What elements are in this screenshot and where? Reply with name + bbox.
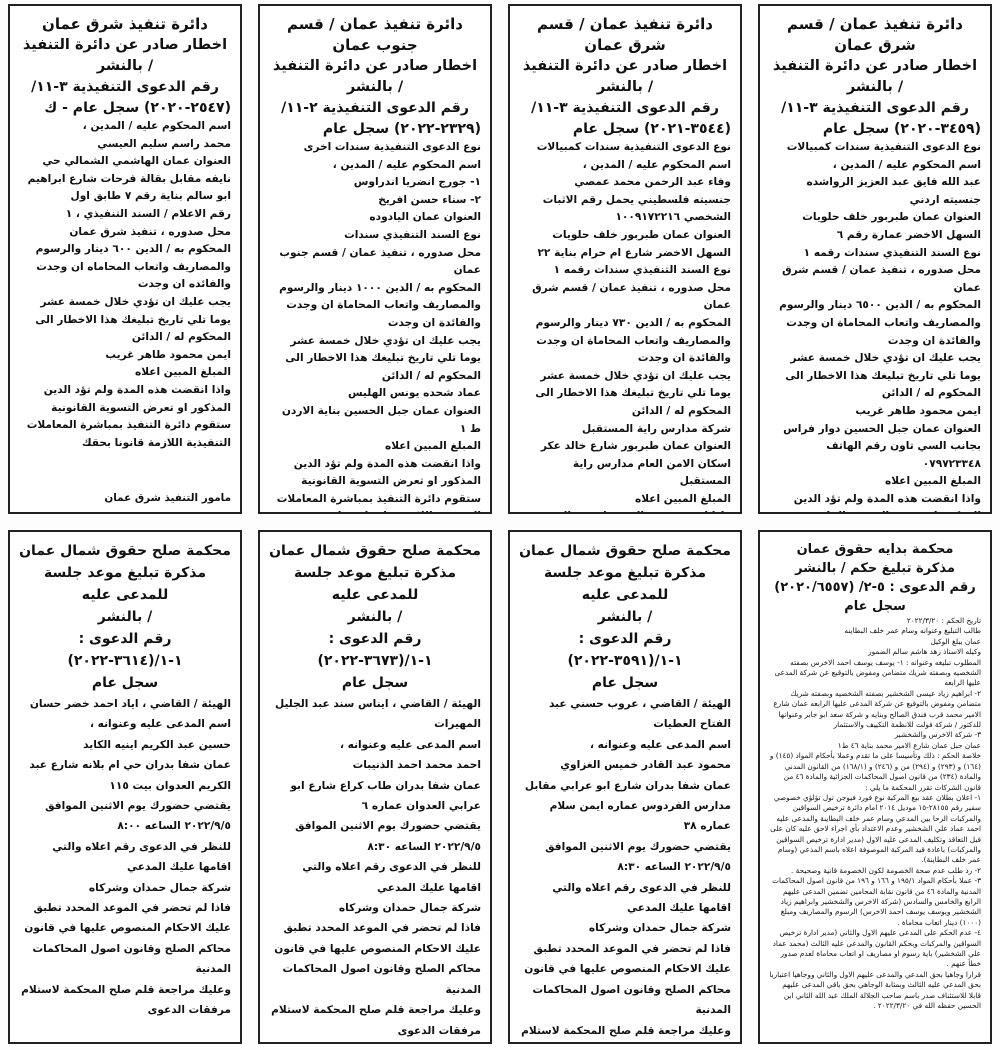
notice-body — [769, 616, 981, 1011]
case-number: رقم الدعوى : ٥-٢/ (٢٠٢٠/٦٥٥٧) سجل عام — [774, 580, 976, 614]
case-number: رقم الدعوى التنفيذية ٢-١١/ — [281, 100, 469, 116]
notice-line: وعليك مراجعة قلم صلح المحكمة لاستلام مرفقات الدعوى — [271, 1004, 481, 1037]
notice-line: ٢- رد طلب عدم صحة الخصومة لكون الخصومة قانية وصحيحة . — [791, 865, 981, 875]
publish-label: / بالنشر — [597, 609, 653, 625]
notice-body — [769, 139, 981, 514]
notice-line: وفاء عبد الرحمن محمد عمصي — [574, 176, 731, 189]
execution-notice — [508, 4, 742, 514]
notice-line: العنوان عمان جبل الحسين دوار فراس بجانب السي تاون رقم الهاتف ٠٧٩٧٢٣٣٤٨ — [783, 422, 981, 470]
case-year: (٣٤٥٩-٢٠٢٠) سجل عام — [822, 121, 981, 137]
notice-line: نوع الدعوى التنفيذية سندات كمبيالات — [536, 141, 731, 153]
notice-line: نوع الدعوى التنفيذية سندات كمبيالات — [786, 141, 981, 153]
case-number: رقم الدعوى : ١-١/(٣٦٧٣-٢٠٢٢) — [317, 631, 433, 669]
publish-label: / بالنشر — [97, 609, 153, 625]
notice-line: محمود عبد القادر خميس الغزاوي — [560, 759, 731, 772]
notice-line: شركة مدارس راية المستقبل — [581, 422, 731, 435]
notice-line: اسم المدعى عليه وعنوانه ، — [339, 738, 481, 751]
session-notice — [508, 530, 742, 1044]
notice-line: عمان يبلغ الوكيل — [930, 636, 981, 646]
case-year: (٢٥٤٧-٢٠٢٠) سجل عام - ك — [44, 100, 231, 116]
notice-line: للنظر في الدعوى رقم اعلاه والتي اقامها عليك المدعي — [552, 881, 731, 915]
notice-line: رقم الاعلام / السند التنفيذي ، ١ — [65, 207, 231, 220]
notice-line: عماد شحده يونس الهليس — [347, 387, 481, 400]
notice-line: وعليك مراجعة قلم صلح المحكمة لاستلام مرفقات الدعوى — [21, 983, 231, 1017]
notice-line: قرارا وجاهيا بحق المدعي والمدعى عليهم الاول والثاني ووجاهيا اعتباريا بحق المدعي عليه الثالث وبمثابة الوجاهي بحق باقي المدعى عليهم قابلا للاستئناف صدر باسم صاحب الجلالة الملك عبد الله الثاني ابن الحسين حفظه الله في ٢٠٢٢/٣/٢٠ . — [769, 969, 981, 1011]
notice-line: المطلوب تبليغه وعنوانه : ١- يوسف يوسف احمد الاخرس بصفته الشخصيه وبصفته شريك متضامن ومفوض بالتوقيع عن شركة المدعى عليها الرابعه — [774, 657, 981, 688]
notice-line: ١- جورج انضريا اندراوس — [353, 176, 481, 189]
notice-line: العنوان عمان الهاشمي الشمالي حي نايفه مقابل بقالة فرحات شارع ابراهيم ابو سالم بناية رقم ٧ طابق اول — [27, 155, 231, 203]
notice-line: المحكوم به / الدين ٦٠٠ دينار والرسوم والمصاريف واتعاب المحاماه ان وجدت والفائده ان وجدت — [35, 243, 231, 291]
notice-line: المحكوم به / الدين ٦٥٠٠ دينار والرسوم والمصاريف واتعاب المحاماة ان وجدت والفائدة ان وجدت — [779, 299, 981, 347]
notice-line: العنوان عمان طبربور شارع خالد عكر اسكان الامن العام مدارس راية المستقبل — [540, 440, 731, 488]
notice-line: شركة جمال حمدان وشركاه — [588, 922, 731, 935]
execution-notice — [758, 4, 992, 514]
session-notice — [8, 530, 242, 1044]
notice-title: محكمة صلح حقوق شمال عمان — [269, 543, 481, 559]
register-label: سجل عام — [91, 675, 159, 691]
notice-title: دائرة تنفيذ عمان / قسم شرق عمان — [787, 15, 963, 54]
case-number: رقم الدعوى : ١-١/(٣٦١٤-٢٠٢٢) — [67, 631, 183, 669]
notice-line: محل صدوره ، تنفيذ شرق عمان — [69, 225, 231, 238]
notice-line: فاذا لم تحضر في الموعد المحدد تطبق عليك الاحكام المنصوص عليها في قانون محاكم الصلح وقانون اصول المحاكمات المدنية — [274, 922, 481, 996]
notice-line: عبد الله فايق عبد العزيز الرواشده — [806, 176, 981, 189]
notice-line: يجب عليك ان تؤدي خلال خمسة عشر يوما تلي تاريخ تبليغك هذا الاخطار الى المحكوم له / الدائن — [535, 369, 731, 417]
notice-line: جنسيته فلسطيني يحمل رقم الاثبات الشخصي ١٠٠٩١٧٢٢١٦ — [542, 193, 731, 224]
notice-line: يقتضي حضورك يوم الاثنين الموافق ٢٠٢٢/٩/٥ الساعه ٨:٣٠ — [545, 840, 731, 874]
notice-line: اسم المحكوم عليه / المدين ، — [582, 158, 731, 171]
notice-line: الهيئة / القاضي ، ايناس سند عبد الجليل المهيرات — [275, 698, 481, 731]
notice-line: اسم المدعى عليه وعنوانه ، — [589, 738, 731, 751]
notice-title: دائرة تنفيذ عمان / قسم جنوب عمان — [287, 15, 463, 54]
publish-label: / بالنشر — [347, 609, 403, 625]
notice-line: فاذا لم تحضر في الموعد المحدد تطبق عليك الاحكام المنصوص عليها في قانون محاكم الصلح وقانون اصول المحاكمات المدنية — [24, 902, 231, 976]
notice-subtitle: اخطار صادر عن دائرة التنفيذ / بالنشر — [772, 58, 978, 95]
notice-line: يجب عليك ان تؤدي خلال خمسة عشر يوما تلي تاريخ تبليغك هذا الاخطار الى المحكوم له / الدائن — [285, 334, 481, 382]
notice-line: واذا انقضت هذه المدة ولم تؤد الدين — [793, 492, 981, 505]
top-notices-row — [8, 4, 992, 514]
notice-subtitle: مذكرة تبليغ موعد جلسة للمدعى عليه — [293, 565, 457, 603]
notice-line: الهيئة / القاضي ، عروب حسني عبد الفتاح العطيات — [548, 698, 731, 731]
notice-subtitle: اخطار صادر عن دائرة التنفيذ / بالنشر — [22, 37, 228, 74]
notice-line: للنظر في الدعوى رقم اعلاه والتي اقامها عليك المدعي — [302, 861, 481, 894]
notice-line: عمان شفا بدران حي ام بلانه شارع عبد الكريم العدوان بيت ١١٥ — [29, 759, 231, 792]
notice-line: ايمن محمود طاهر غريب — [105, 348, 231, 361]
notice-line: احمد محمد احمد الذنيبات — [352, 759, 481, 772]
notice-subtitle: مذكرة تبليغ حكم / بالنشر — [795, 561, 955, 576]
notice-line: المبلغ المبين اعلاه — [884, 475, 981, 488]
register-label: سجل عام — [591, 675, 659, 691]
notice-body — [519, 139, 731, 514]
notice-line: اسم المدعى عليه وعنوانه ، — [89, 718, 231, 731]
bottom-notices-row — [8, 530, 992, 1044]
notice-line: المبلغ المبين اعلاه — [134, 366, 231, 379]
notice-subtitle: اخطار صادر عن دائرة التنفيذ / بالنشر — [522, 58, 728, 95]
notice-title: محكمة صلح حقوق شمال عمان — [519, 543, 731, 559]
notice-subtitle: اخطار صادر عن دائرة التنفيذ / بالنشر — [272, 58, 478, 95]
execution-notice — [8, 4, 242, 514]
notice-title: دائرة تنفيذ شرق عمان — [42, 15, 208, 33]
case-year: (٢٣٢٩-٢٠٢٢) سجل عام — [322, 121, 481, 137]
notice-line: عمان شفا بدران شارع ابو عرابي مقابل مدارس الفردوس عماره ايمن سلام عماره ٣٨ — [524, 779, 731, 833]
notice-line: اسم المحكوم عليه / المدين ، — [332, 158, 481, 171]
notice-line: يقتضي حضورك يوم الاثنين الموافق ٢٠٢٢/٩/٥ الساعه ٨:٠٠ — [45, 800, 231, 833]
notice-line: العنوان عمان جبل الحسين بناية الاردن ط ١ — [281, 404, 481, 435]
case-number: رقم الدعوى التنفيذية ٣-١١/ — [31, 79, 219, 95]
notice-line: تاريخ الحكم : ٢٠٢٢/٣/٢٠ — [906, 616, 981, 625]
notice-line: وكيله الاستاذ زهد هاشم سالم الضمور — [868, 647, 981, 657]
notice-line: محل صدوره ، تنفيذ عمان / قسم شرق عمان — [532, 281, 731, 312]
session-notice — [258, 530, 492, 1044]
notice-line: ٣- شركة الاخرس والشخشير — [894, 730, 981, 740]
notice-body — [269, 139, 481, 514]
notice-line: واذا انقضت هذه المدة ولم تؤد الدين المذكور او تعرض التسوية القانونية ستقوم دائرة التنفيذ بمباشرة المعاملات التنفيذية اللازمة قانونا بحقك — [26, 383, 231, 449]
judgment-notice — [758, 530, 992, 1044]
notice-line: محمد راسم سليم العيسي — [97, 137, 231, 150]
notice-line: وعليك مراجعة قلم صلح المحكمة لاستلام — [521, 1024, 731, 1037]
notice-body — [19, 118, 231, 452]
notice-subtitle: مذكرة تبليغ موعد جلسة للمدعى عليه — [43, 565, 207, 603]
notice-line: العنوان عمان طبربور خلف حلويات السهل الاخضر عمارة رقم ٦ — [802, 211, 981, 241]
notice-line: المحكوم به / الدين ٧٣٠ دينار والرسوم والمصاريف واتعاب المحاماة ان وجدت والفائدة ان وجدت — [535, 316, 731, 365]
notice-line: الهيئة / القاضي ، اياد احمد خضر حسان — [29, 698, 231, 710]
notice-line: نوع السند التنفيذي سندات — [344, 228, 481, 241]
notice-line: طالب التبليغ وعنوانه وسام عمر خلف البطاينه — [844, 626, 981, 636]
case-number: رقم الدعوى التنفيذية ٣-١١/ — [781, 100, 969, 116]
case-number: رقم الدعوى التنفيذية ٣-١١/ — [531, 100, 719, 116]
notice-line: خلاصة الحكم : ذلك وتأسيسا على ما تقدم وعملا بأحكام المواد (١٤٥) و (١٦٤) و (٢٩٣) و (٢٩٤) من و (٢٤٦) و (١٦٨/١) من القانون المدني والمادة (٢٣٤) من قانون اصول المحاكمات الجزائية والمادة ٤٦ من قانون الشركات تقرر المحكمة ما يلي : — [769, 751, 981, 792]
notice-line: محل صدوره ، تنفيذ عمان / قسم جنوب عمان — [279, 246, 481, 277]
notice-body — [19, 694, 231, 1021]
notice-line: ٤- عدم الحكم على المدعى عليهم الاول والثاني (مدير ادارة ترخيص السواقين والمركبات وبحكم القانون والمدعى عليه الثالث (محمد عماد علي الشخشير) باية رسوم او مصاريف او اتعاب محاماة لعدم صدور خطأ عنهم . — [772, 928, 981, 969]
notice-body — [269, 694, 481, 1041]
notice-line: محل صدوره ، تنفيذ عمان / قسم شرق عمان — [782, 264, 981, 294]
notice-line: عمان جبل عمان شارع الامير محمد بناية ٤٦ ط١ — [837, 740, 981, 750]
notice-subtitle: مذكرة تبليغ موعد جلسة للمدعى عليه — [543, 565, 707, 603]
notice-line: يجب عليك ان تؤدي خلال خمسة عشر يوما تلي تاريخ تبليغك هذا الاخطار الى المحكوم له / الدائن — [785, 352, 981, 400]
case-number: رقم الدعوى : ١-١/(٣٥٩١-٢٠٢٢) — [567, 631, 683, 669]
notice-line: حسين عبد الكريم اينيه الكايد — [83, 738, 231, 751]
execution-notice — [258, 4, 492, 514]
notice-title: محكمة بدايه حقوق عمان — [796, 542, 954, 557]
notice-title: دائرة تنفيذ عمان / قسم شرق عمان — [537, 15, 713, 54]
notice-title: محكمة صلح حقوق شمال عمان — [19, 543, 231, 559]
notice-line: نوع السند التنفيذي سندات رقمه ١ — [553, 264, 731, 277]
notice-line: اسم المحكوم عليه / المدين ، — [832, 158, 981, 171]
case-year: (٣٥٤٤-٢٠٢١) سجل عام — [572, 121, 731, 137]
notice-line: ٣- عملا بأحكام المواد ١٩٥/١ و ١٦٦ و ١٩٦ من قانون اصول المحاكمات المدنية والمادة ٤٦ من قانون نقابة المحامين تضمين المدعى عليهم الرابع والخامس والسادس (شركة الاخرس والشخشير وابراهيم زياد الشخشير ويوسف يوسف احمد الاخرس) الرسوم والمصاريف ومبلغ (١٠٠٠) دينار اتعاب محاماة . — [772, 876, 981, 927]
notice-line: ٢- سناء حسن افريخ — [378, 193, 481, 206]
notice-line: اسم المحكوم عليه / المدين ، — [82, 120, 231, 132]
register-label: سجل عام — [341, 675, 409, 691]
notice-line: نوع السند التنفيذي سندات رقمه ١ — [803, 246, 981, 259]
notice-line: المبلغ المبين اعلاه — [384, 440, 481, 453]
notice-line: يجب عليك ان تؤدي خلال خمسة عشر يوما تلي تاريخ تبليغك هذا الاخطار الى المحكوم له / الدائن — [35, 295, 231, 344]
notice-line: نوع الدعوى التنفيذية سندات اخرى — [303, 141, 481, 153]
notice-line — [519, 508, 731, 514]
notice-line: العنوان عمان طبربور خلف حلويات السهل الاخضر شارع ام حرام بناية ٢٢ — [537, 228, 731, 259]
notice-line: جنسيته اردني — [909, 193, 981, 206]
notice-line: ١- اعلان بطلان عقد بيع المركبة نوع فورد فيوجن تول تؤلؤي خصوصي سفير رقم ٢٨١٥٥-١٥ موديل ٢٠١٤ امام دائرة ترخيص السواقين والمركبات الرحا بين المدعي وسام عمر خلف البطاينة والمدعى عليه احمد عماد علي الشخشير وعدم الاعتداد بأي اجراء لاحق عليه كان على قبل التعاقد وتكليف المدعى عليه الاول (مدير ادارة ترخيص السواقين والمركبات) باعادة قيد المركبة الموصوفة اعلاه باسم المدعي (وسام عمر خلف البطاينة). — [770, 792, 981, 865]
notice-line: ايمن محمود طاهر غريب — [855, 404, 981, 417]
notice-body — [519, 694, 731, 1044]
notice-line: العنوان عمان اليادوده — [369, 211, 481, 224]
notice-line: شركة جمال حمدان وشركاه — [338, 902, 481, 915]
notice-line: يقتضي حضورك يوم الاثنين الموافق ٢٠٢٢/٩/٥ الساعه ٨:٣٠ — [295, 820, 481, 853]
notice-footer: مامور التنفيذ شرق عمان — [104, 492, 231, 504]
notice-line: للنظر في الدعوى رقم اعلاه والتي اقامها عليك المدعي — [52, 840, 231, 874]
notice-line: ٢- ابراهيم زياد عيسى الشخشير بصفته الشخصيه وبصفته شريك متضامن ومفوض بالتوقيع عن شركة المدعى عليها الرابعه عمان شارع الامير محمد قرب فندق الصالح وبنايه و شركة سعد ابو جابر وعنوانها للدكتور / شركة فولت للانظمة التكييف والاستثمار — [773, 688, 981, 730]
notice-line: فاذا لم تحضر في الموعد المحدد تطبق عليك الاحكام المنصوص عليها في قانون محاكم الصلح وقانون اصول المحاكمات المدنية — [524, 942, 731, 1017]
notice-line: شركة جمال حمدان وشركاه — [88, 881, 231, 894]
notice-line: عمان شفا بدران طاب كراع شارع ابو عرابي العدوان عماره ٦ — [290, 779, 481, 813]
notice-line: المبلغ المبين اعلاه — [634, 492, 731, 505]
notice-line: المحكوم به / الدين ١٠٠٠ دينار والرسوم والمصاريف واتعاب المحاماة ان وجدت والفائدة ان وجدت — [279, 281, 481, 329]
notice-line: واذا انقضت هذه المدة ولم تؤد الدين المذكور او تعرض التسوية القانونية ستقوم دائرة التنفيذ بمباشرة المعاملات — [276, 457, 481, 505]
